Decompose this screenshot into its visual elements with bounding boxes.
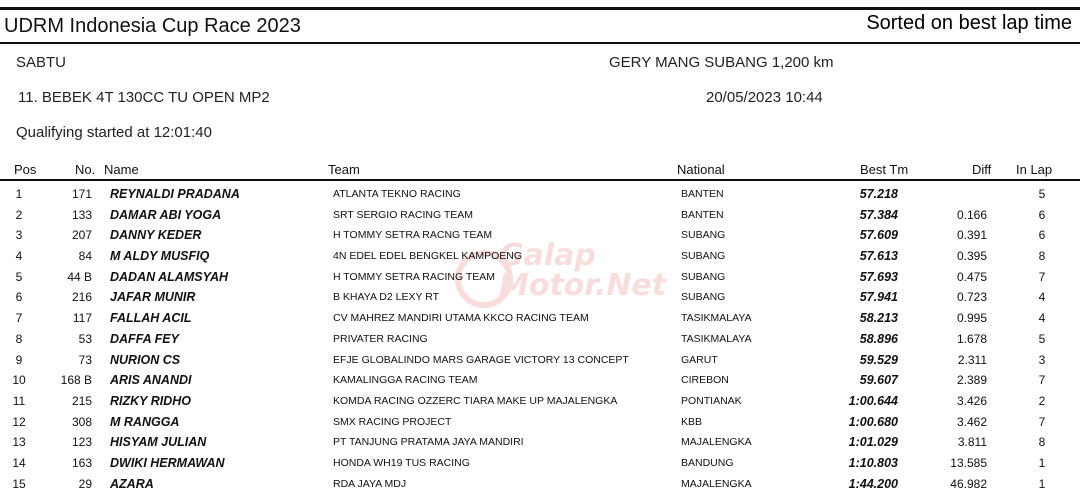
cell-in-lap: 1 <box>1038 476 1046 491</box>
cell-in-lap: 6 <box>1038 207 1046 222</box>
table-row <box>0 453 1080 474</box>
cell-national: KBB <box>681 415 703 428</box>
cell-best-time: 57.693 <box>859 269 898 284</box>
cell-team: 4N EDEL EDEL BENGKEL KAMPOENG <box>333 250 523 263</box>
session-label: Qualifying started at 12:01:40 <box>16 124 212 141</box>
col-in-lap: In Lap <box>1016 162 1053 177</box>
cell-no: 215 <box>71 393 92 408</box>
results-table <box>0 184 1080 494</box>
cell-no: 117 <box>72 311 92 326</box>
cell-pos: 6 <box>15 290 23 305</box>
cell-team: PT TANJUNG PRATAMA JAYA MANDIRI <box>333 436 524 449</box>
cell-best-time: 57.609 <box>859 228 898 243</box>
cell-pos: 1 <box>15 187 23 201</box>
cell-best-time: 1:00.644 <box>848 393 898 408</box>
table-row <box>0 308 1080 329</box>
cell-pos: 9 <box>15 352 23 367</box>
cell-pos: 13 <box>12 435 26 450</box>
cell-no: 53 <box>78 331 92 346</box>
cell-no: 216 <box>71 290 92 305</box>
cell-name: DADAN ALAMSYAH <box>110 269 229 284</box>
cell-best-time: 1:01.029 <box>848 435 898 450</box>
columns-rule <box>0 179 1080 181</box>
cell-best-time: 1:00.680 <box>848 414 898 429</box>
cell-team: KAMALINGGA RACING TEAM <box>333 374 478 387</box>
cell-name: DWIKI HERMAWAN <box>110 455 225 470</box>
cell-no: 171 <box>71 187 92 201</box>
cell-best-time: 57.384 <box>859 207 898 222</box>
cell-pos: 12 <box>12 414 26 429</box>
cell-no: 207 <box>71 228 92 243</box>
cell-no: 44 B <box>67 269 92 284</box>
cell-diff: 3.462 <box>956 414 987 429</box>
cell-national: TASIKMALAYA <box>681 332 752 345</box>
cell-best-time: 1:44.200 <box>848 476 898 491</box>
cell-name: DAFFA FEY <box>110 331 179 346</box>
cell-pos: 7 <box>15 311 23 326</box>
cell-pos: 2 <box>15 207 23 222</box>
class-label: 11. BEBEK 4T 130CC TU OPEN MP2 <box>18 89 270 106</box>
cell-best-time: 58.896 <box>859 331 898 346</box>
cell-best-time: 57.218 <box>859 187 898 201</box>
cell-team: SMX RACING PROJECT <box>333 415 452 428</box>
cell-name: AZARA <box>110 476 154 491</box>
results-header <box>0 162 1080 180</box>
cell-diff: 13.585 <box>950 455 987 470</box>
cell-diff: 3.811 <box>957 435 987 450</box>
cell-national: PONTIANAK <box>681 394 742 407</box>
cell-best-time: 59.607 <box>859 373 898 388</box>
table-row <box>0 370 1080 391</box>
cell-name: RIZKY RIDHO <box>110 393 192 408</box>
datetime-label: 20/05/2023 10:44 <box>706 89 823 106</box>
event-title: UDRM Indonesia Cup Race 2023 <box>4 15 301 37</box>
cell-diff: 3.426 <box>956 393 987 408</box>
cell-diff: 0.723 <box>956 290 987 305</box>
table-row <box>0 329 1080 350</box>
cell-name: M ALDY MUSFIQ <box>110 249 210 264</box>
cell-name: M RANGGA <box>110 414 180 429</box>
cell-national: CIREBON <box>681 374 729 387</box>
watermark-text-2: Motor.Net <box>499 268 667 303</box>
cell-national: SUBANG <box>681 229 726 242</box>
cell-in-lap: 5 <box>1038 331 1046 346</box>
cell-best-time: 58.213 <box>859 311 898 326</box>
col-pos: Pos <box>14 162 37 177</box>
cell-diff: 2.389 <box>956 373 987 388</box>
cell-national: BANTEN <box>681 188 724 200</box>
col-no: No. <box>75 162 96 177</box>
table-row <box>0 205 1080 226</box>
cell-diff: 0.475 <box>956 269 987 284</box>
cell-team: B KHAYA D2 LEXY RT <box>333 291 440 304</box>
cell-no: 29 <box>78 476 92 491</box>
col-diff: Diff <box>972 162 992 177</box>
cell-team: KOMDA RACING OZZERC TIARA MAKE UP MAJALENGKA <box>333 394 618 407</box>
watermark-text-1: Galap <box>499 238 596 273</box>
table-row <box>0 391 1080 412</box>
header-rule <box>0 42 1080 44</box>
cell-name: REYNALDI PRADANA <box>110 187 240 201</box>
table-row <box>0 412 1080 433</box>
cell-team: ATLANTA TEKNO RACING <box>333 188 461 200</box>
cell-in-lap: 7 <box>1038 269 1046 284</box>
cell-national: BANTEN <box>681 208 724 221</box>
track-label: GERY MANG SUBANG 1,200 km <box>609 54 834 71</box>
cell-diff: 0.166 <box>956 207 987 222</box>
cell-team: PRIVATER RACING <box>333 332 428 345</box>
cell-pos: 10 <box>12 373 26 388</box>
table-row <box>0 184 1080 205</box>
cell-national: GARUT <box>681 353 718 366</box>
cell-no: 163 <box>71 455 92 470</box>
cell-team: HONDA WH19 TUS RACING <box>333 456 470 469</box>
cell-team: SRT SERGIO RACING TEAM <box>333 208 474 221</box>
day-label: SABTU <box>16 54 67 71</box>
sort-note: Sorted on best lap time <box>866 12 1072 34</box>
cell-best-time: 57.613 <box>859 249 898 264</box>
cell-no: 73 <box>78 352 92 367</box>
table-row <box>0 474 1080 495</box>
cell-in-lap: 8 <box>1038 435 1046 450</box>
cell-in-lap: 3 <box>1038 352 1046 367</box>
cell-diff: 46.982 <box>950 476 987 491</box>
cell-national: MAJALENGKA <box>681 477 752 490</box>
cell-pos: 14 <box>12 455 26 470</box>
cell-pos: 15 <box>12 476 26 491</box>
cell-pos: 8 <box>15 331 23 346</box>
cell-no: 123 <box>71 435 92 450</box>
col-name: Name <box>104 162 139 177</box>
cell-diff: 1.678 <box>956 331 987 346</box>
cell-name: DAMAR ABI YOGA <box>110 207 222 222</box>
cell-national: SUBANG <box>681 291 726 304</box>
cell-team: H TOMMY SETRA RACING TEAM <box>333 270 496 283</box>
cell-team: CV MAHREZ MANDIRI UTAMA KKCO RACING TEAM <box>333 312 589 325</box>
cell-in-lap: 8 <box>1038 249 1046 264</box>
cell-national: SUBANG <box>681 270 726 283</box>
table-row <box>0 246 1080 267</box>
col-best-time: Best Tm <box>860 162 909 177</box>
cell-diff: 0.391 <box>956 228 987 243</box>
top-rule <box>0 7 1080 10</box>
cell-national: BANDUNG <box>681 456 734 469</box>
cell-no: 168 B <box>60 373 92 388</box>
cell-pos: 4 <box>15 249 23 264</box>
cell-national: SUBANG <box>681 250 726 263</box>
cell-best-time: 1:10.803 <box>848 455 898 470</box>
cell-best-time: 59.529 <box>859 352 898 367</box>
cell-pos: 5 <box>15 269 23 284</box>
cell-pos: 3 <box>15 228 23 243</box>
cell-diff: 0.995 <box>956 311 987 326</box>
table-row <box>0 432 1080 453</box>
cell-in-lap: 5 <box>1038 187 1046 201</box>
cell-in-lap: 6 <box>1038 228 1046 243</box>
cell-team: RDA JAYA MDJ <box>333 477 407 490</box>
cell-name: DANNY KEDER <box>110 228 202 243</box>
cell-name: ARIS ANANDI <box>110 373 192 388</box>
cell-national: MAJALENGKA <box>681 436 752 449</box>
col-national: National <box>677 162 725 177</box>
col-team: Team <box>328 162 360 177</box>
cell-in-lap: 7 <box>1038 414 1046 429</box>
table-row <box>0 267 1080 288</box>
cell-in-lap: 4 <box>1038 311 1046 326</box>
cell-in-lap: 4 <box>1038 290 1046 305</box>
cell-diff: 2.311 <box>957 352 987 367</box>
cell-name: HISYAM JULIAN <box>110 435 207 450</box>
cell-team: EFJE GLOBALINDO MARS GARAGE VICTORY 13 CONCEPT <box>333 353 629 366</box>
cell-no: 84 <box>78 249 92 264</box>
cell-in-lap: 2 <box>1038 393 1046 408</box>
cell-name: NURION CS <box>110 352 181 367</box>
cell-best-time: 57.941 <box>859 290 898 305</box>
cell-in-lap: 1 <box>1038 455 1046 470</box>
cell-pos: 11 <box>12 393 26 408</box>
table-row <box>0 350 1080 371</box>
cell-no: 308 <box>71 414 92 429</box>
cell-name: FALLAH ACIL <box>110 311 192 326</box>
cell-team: H TOMMY SETRA RACNG TEAM <box>333 229 493 242</box>
cell-name: JAFAR MUNIR <box>110 290 196 305</box>
cell-diff: 0.395 <box>956 249 987 264</box>
cell-in-lap: 7 <box>1038 373 1046 388</box>
table-row <box>0 225 1080 246</box>
cell-national: TASIKMALAYA <box>681 312 752 325</box>
cell-no: 133 <box>71 207 92 222</box>
table-row <box>0 287 1080 308</box>
